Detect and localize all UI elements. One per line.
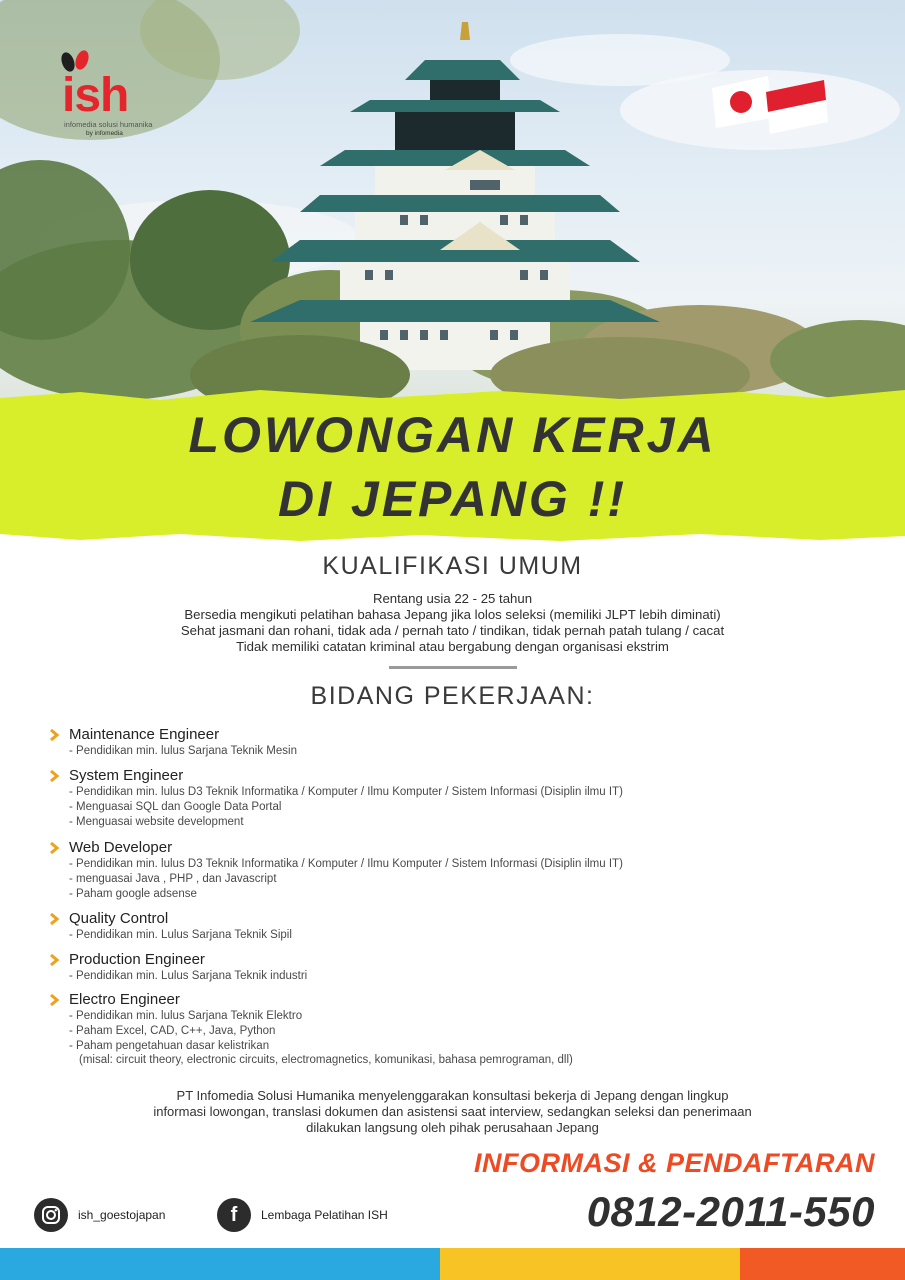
phone-number[interactable]: 0812-2011-550 [586,1188,875,1235]
facebook-page: Lembaga Pelatihan ISH [261,1208,388,1222]
job-title: Electro Engineer [69,991,180,1008]
job-requirement: (misal: circuit theory, electronic circuits, electromagnetics, komunikasi, bahasa pemrograman, dll) [79,1054,573,1066]
job-requirement: - Paham Excel, CAD, C++, Java, Python [69,1025,276,1037]
headline-line-2: DI JEPANG !! [278,471,627,527]
chevron-right-icon [48,993,60,1007]
logo-tagline: infomedia solusi humanika [64,120,153,129]
about-text: dilakukan langsung oleh pihak perusahaan Jepang [306,1120,599,1135]
registration-cta: INFORMASI & PENDAFTARAN [474,1148,875,1178]
headline-line-1: LOWONGAN KERJA [188,407,717,463]
job-requirement: - Paham pengetahuan dasar kelistrikan [69,1040,270,1052]
footer-stripe-blue [0,1248,440,1280]
job-title: System Engineer [69,767,184,784]
logo-text: ish [62,69,129,122]
job-requirement: - menguasai Java , PHP , dan Javascript [69,873,277,885]
chevron-right-icon [48,912,60,926]
footer-stripe-orange [740,1248,905,1280]
qualification-item: Rentang usia 22 - 25 tahun [372,591,533,606]
job-title: Quality Control [69,910,169,927]
chevron-right-icon [48,769,60,783]
job-title: Web Developer [69,839,173,856]
chevron-right-icon [48,953,60,967]
job-requirement: - Pendidikan min. Lulus Sarjana Teknik Sipil [69,929,292,941]
section-divider [389,666,517,669]
chevron-right-icon [48,841,60,855]
job-requirement: - Pendidikan min. lulus Sarjana Teknik Mesin [69,745,297,757]
instagram-link[interactable] [34,1198,165,1232]
job-requirement: - Menguasai website development [69,816,244,828]
job-requirement: - Pendidikan min. lulus Sarjana Teknik Elektro [69,1010,303,1022]
qualification-item: Bersedia mengikuti pelatihan bahasa Jepang jika lolos seleksi (memiliki JLPT lebih diminati) [184,607,721,622]
qualification-item: Tidak memiliki catatan kriminal atau bergabung dengan organisasi ekstrim [236,639,669,654]
jobs-heading: BIDANG PEKERJAAN: [310,682,595,710]
job-title: Maintenance Engineer [69,726,220,743]
job-requirement: - Pendidikan min. lulus D3 Teknik Informatika / Komputer / Ilmu Komputer / Sistem Informasi (Disiplin ilmu IT) [69,786,623,798]
about-text: informasi lowongan, translasi dokumen dan asistensi saat interview, sedangkan seleksi dan penerimaan [153,1104,752,1119]
instagram-icon [34,1198,68,1232]
facebook-link[interactable] [217,1198,388,1232]
job-requirement: - Paham google adsense [69,888,197,900]
job-requirement: - Pendidikan min. lulus D3 Teknik Informatika / Komputer / Ilmu Komputer / Sistem Informasi (Disiplin ilmu IT) [69,858,623,870]
job-title: Production Engineer [69,951,205,968]
chevron-right-icon [48,728,60,742]
qualifications-heading: KUALIFIKASI UMUM [322,552,583,580]
instagram-handle: ish_goestojapan [78,1208,166,1222]
hero-image [0,0,905,400]
qualification-item: Sehat jasmani dan rohani, tidak ada / pernah tato / tindikan, tidak pernah patah tulang / cacat [180,623,725,638]
about-text: PT Infomedia Solusi Humanika menyelenggarakan konsultasi bekerja di Jepang dengan lingkup [176,1088,729,1103]
job-requirement: - Menguasai SQL dan Google Data Portal [69,801,282,813]
footer-stripe-yellow [440,1248,740,1280]
brand-logo [58,48,168,140]
job-requirement: - Pendidikan min. Lulus Sarjana Teknik industri [69,970,308,982]
logo-byline: by infomedia [86,130,123,137]
facebook-icon: f [217,1198,251,1232]
headline-banner [0,388,905,543]
